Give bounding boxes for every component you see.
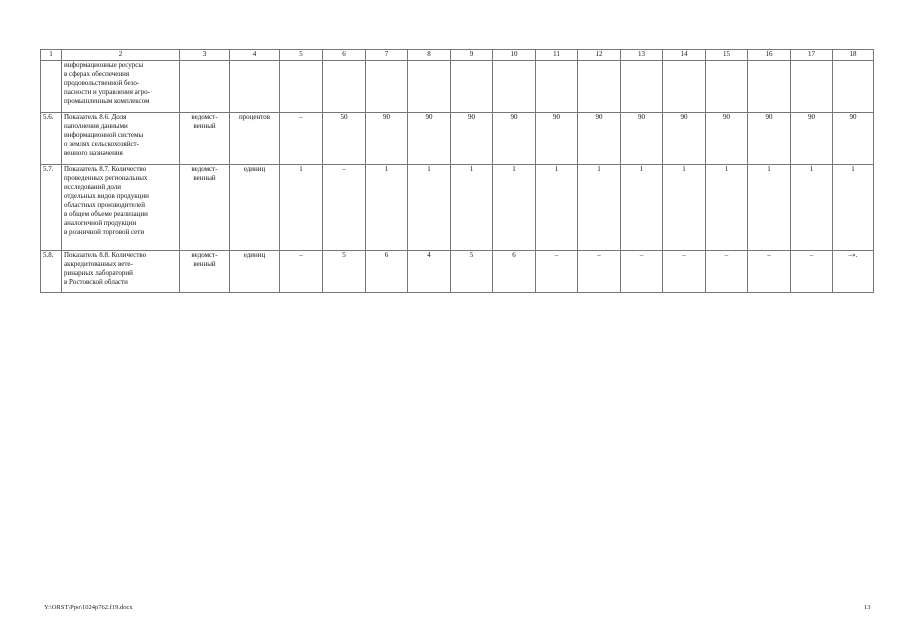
value-cell: 90 (366, 113, 408, 165)
indicator-name-line: в общем объеме реализации (64, 210, 148, 218)
value-cell (366, 61, 408, 113)
value-cell: 90 (451, 113, 493, 165)
column-number: 16 (748, 50, 791, 61)
unit-of-measure: единиц (230, 165, 280, 251)
column-number: 12 (578, 50, 621, 61)
indicator-name (62, 61, 180, 113)
indicator-name-line: в сферах обеспечения (64, 70, 130, 78)
value-cell (706, 61, 748, 113)
value-cell: 90 (536, 113, 578, 165)
value-cell (833, 61, 874, 113)
column-number: 13 (621, 50, 663, 61)
value-cell: 90 (493, 113, 536, 165)
value-cell: 90 (833, 113, 874, 165)
table-row (41, 251, 874, 293)
row-number: 5.7. (41, 165, 62, 251)
value-cell: 6 (366, 251, 408, 293)
indicator-name-line: Показатель 8.8. Количество (64, 251, 147, 259)
value-cell (408, 61, 451, 113)
column-number: 3 (180, 50, 230, 61)
value-cell: 1 (706, 165, 748, 251)
table-row (41, 61, 874, 113)
value-cell: 1 (663, 165, 706, 251)
value-cell: 1 (408, 165, 451, 251)
column-number: 11 (536, 50, 578, 61)
value-cell (791, 61, 833, 113)
indicator-name-line: отдельных видов продукции (64, 192, 149, 200)
indicator-name-line: аналогичной продукции (64, 219, 137, 227)
page-number: 13 (864, 604, 871, 611)
value-cell: 6 (493, 251, 536, 293)
value-cell: 1 (833, 165, 874, 251)
value-cell: –». (833, 251, 874, 293)
value-cell: 90 (706, 113, 748, 165)
indicator-type-line: венный (193, 260, 216, 268)
indicator-name-line: областных производителей (64, 201, 145, 209)
value-cell (493, 61, 536, 113)
value-cell: – (663, 251, 706, 293)
indicator-type (180, 251, 230, 293)
value-cell: – (280, 251, 323, 293)
value-cell: – (280, 113, 323, 165)
indicator-type (180, 165, 230, 251)
indicator-name (62, 165, 180, 251)
indicator-name-line: венного назначения (64, 149, 123, 157)
column-number: 15 (706, 50, 748, 61)
indicator-type-line: венный (193, 174, 216, 182)
value-cell: 90 (663, 113, 706, 165)
value-cell: 1 (366, 165, 408, 251)
unit-of-measure: единиц (230, 251, 280, 293)
indicator-name-line: аккредитованных вете- (64, 260, 133, 268)
column-number: 18 (833, 50, 874, 61)
value-cell: 1 (621, 165, 663, 251)
indicator-name-line: Показатель 8.6. Доля (64, 113, 127, 121)
indicator-name-line: информационной системы (64, 131, 144, 139)
value-cell: – (536, 251, 578, 293)
value-cell: 50 (323, 113, 366, 165)
column-number: 5 (280, 50, 323, 61)
indicator-type-line: ведомст- (191, 165, 218, 173)
value-cell (323, 61, 366, 113)
unit-of-measure: процентов (230, 113, 280, 165)
indicator-name-line: о землях сельскохозяйст- (64, 140, 139, 148)
value-cell: 1 (493, 165, 536, 251)
value-cell: 4 (408, 251, 451, 293)
value-cell (578, 61, 621, 113)
column-number: 7 (366, 50, 408, 61)
document-file-path: Y:\ORST\Ppo\1024p762.f19.docx (44, 604, 133, 611)
value-cell: 1 (451, 165, 493, 251)
value-cell: – (323, 165, 366, 251)
column-number-row (41, 50, 874, 61)
value-cell: 1 (536, 165, 578, 251)
column-number: 8 (408, 50, 451, 61)
value-cell: 90 (578, 113, 621, 165)
indicator-name-line: в Ростовской области (64, 278, 128, 286)
row-number (41, 61, 62, 113)
column-number: 6 (323, 50, 366, 61)
indicator-name-line: в розничной торговой сети (64, 228, 145, 236)
indicator-name (62, 251, 180, 293)
indicator-name-line: наполнения данными (64, 122, 128, 130)
table-row (41, 165, 874, 251)
indicator-name-line: информационные ресурсы (64, 61, 144, 69)
value-cell: – (748, 251, 791, 293)
value-cell: 1 (578, 165, 621, 251)
value-cell (536, 61, 578, 113)
value-cell (280, 61, 323, 113)
indicator-name-line: исследований доли (64, 183, 122, 191)
value-cell: 1 (791, 165, 833, 251)
value-cell: – (706, 251, 748, 293)
indicator-name-line: продовольственной безо- (64, 79, 140, 87)
value-cell: – (791, 251, 833, 293)
column-number: 1 (41, 50, 62, 61)
row-number: 5.8. (41, 251, 62, 293)
unit-of-measure (230, 61, 280, 113)
value-cell (748, 61, 791, 113)
value-cell: – (578, 251, 621, 293)
indicator-type-line: венный (193, 122, 216, 130)
value-cell: 5 (451, 251, 493, 293)
value-cell (621, 61, 663, 113)
indicator-name-line: ринарных лабораторий (64, 269, 133, 277)
column-number: 2 (62, 50, 180, 61)
indicator-type-line: ведомст- (191, 251, 218, 259)
indicator-name-line: пасности и управления агро- (64, 88, 150, 96)
value-cell: 90 (621, 113, 663, 165)
column-number: 4 (230, 50, 280, 61)
indicator-name-line: промышленным комплексом (64, 97, 150, 105)
column-number: 14 (663, 50, 706, 61)
indicator-name-line: Показатель 8.7. Количество (64, 165, 147, 173)
indicator-name (62, 113, 180, 165)
value-cell: 1 (748, 165, 791, 251)
indicator-type-line: ведомст- (191, 113, 218, 121)
value-cell: 90 (408, 113, 451, 165)
value-cell (663, 61, 706, 113)
value-cell: 90 (791, 113, 833, 165)
value-cell: 90 (748, 113, 791, 165)
column-number: 17 (791, 50, 833, 61)
table-row (41, 113, 874, 165)
indicator-name-line: проведенных региональных (64, 174, 148, 182)
column-number: 9 (451, 50, 493, 61)
value-cell: 1 (280, 165, 323, 251)
indicator-type (180, 61, 230, 113)
row-number: 5.6. (41, 113, 62, 165)
value-cell (451, 61, 493, 113)
value-cell: 5 (323, 251, 366, 293)
column-number: 10 (493, 50, 536, 61)
indicators-table (40, 49, 874, 293)
value-cell: – (621, 251, 663, 293)
indicator-type (180, 113, 230, 165)
